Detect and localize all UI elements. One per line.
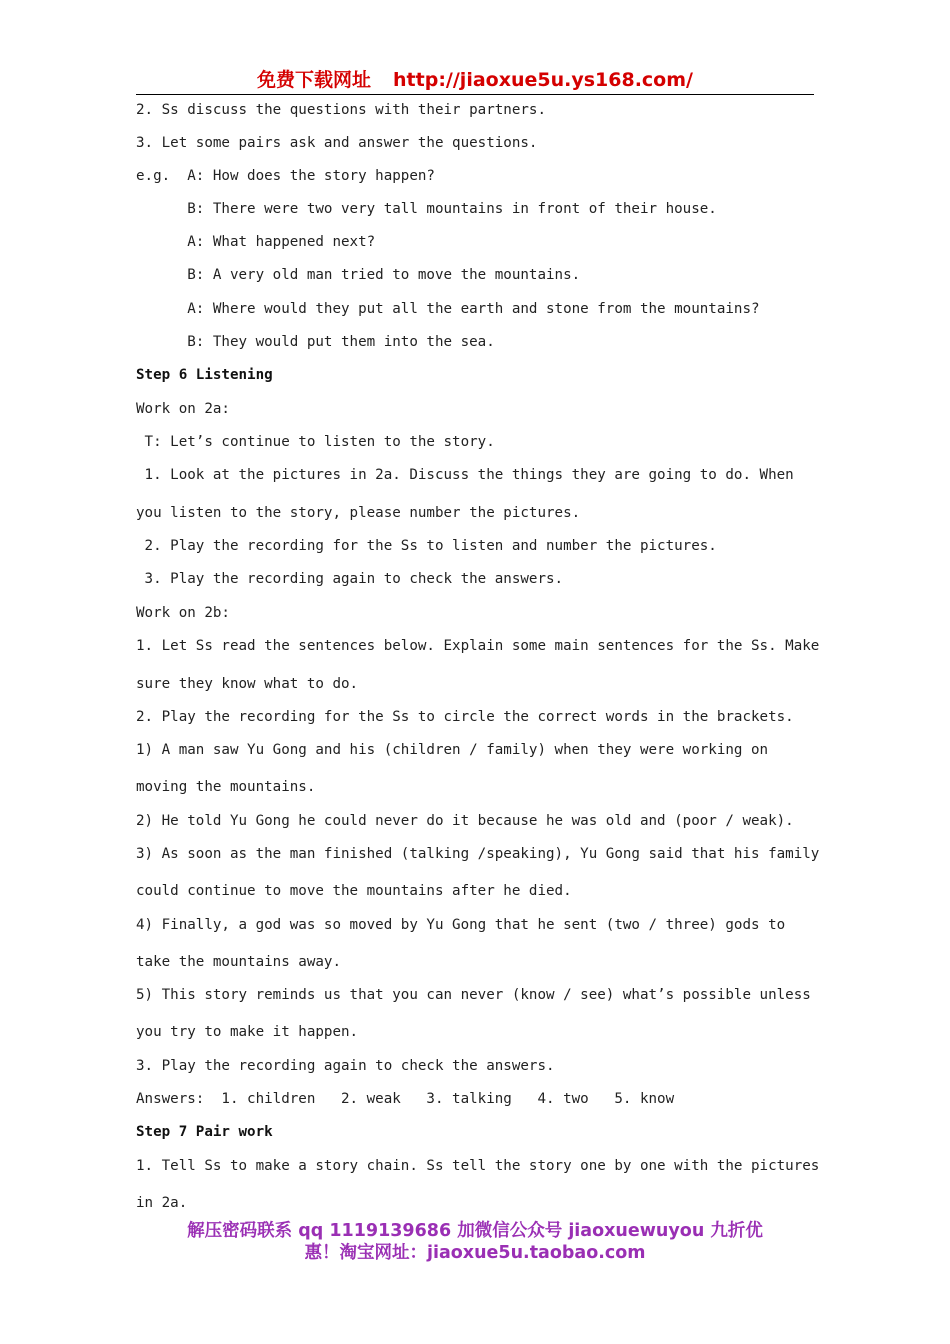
footer-line-1: 解压密码联系 qq 1119139686 加微信公众号 jiaoxuewuyou 九折优	[187, 1221, 763, 1241]
header-url-link[interactable]: http://jiaoxue5u.ys168.com/	[393, 69, 693, 91]
text-line: 2. Play the recording for the Ss to listen and number the pictures.	[136, 538, 717, 554]
text-line: B: A very old man tried to move the mountains.	[136, 267, 581, 283]
text-line: 1. Tell Ss to make a story chain. Ss tell the story one by one with the pictures	[136, 1158, 820, 1174]
text-line: e.g. A: How does the story happen?	[136, 168, 435, 184]
text-line: 2. Ss discuss the questions with their partners.	[136, 102, 546, 118]
text-line: 2) He told Yu Gong he could never do it because he was old and (poor / weak).	[136, 813, 794, 829]
section-heading: Step 7 Pair work	[136, 1124, 273, 1140]
text-line: 1. Let Ss read the sentences below. Explain some main sentences for the Ss. Make	[136, 638, 820, 654]
text-line: T: Let’s continue to listen to the story.	[136, 434, 495, 450]
text-line: 3. Play the recording again to check the answers.	[136, 571, 564, 587]
text-line: 3) As soon as the man finished (talking /speaking), Yu Gong said that his family	[136, 846, 820, 862]
text-line: moving the mountains.	[136, 779, 316, 795]
text-line: 1) A man saw Yu Gong and his (children / family) when they were working on	[136, 742, 769, 758]
text-line: Answers: 1. children 2. weak 3. talking 4. two 5. know	[136, 1091, 675, 1107]
text-line: 2. Play the recording for the Ss to circle the correct words in the brackets.	[136, 709, 794, 725]
text-line: 3. Let some pairs ask and answer the questions.	[136, 135, 538, 151]
text-line: sure they know what to do.	[136, 676, 359, 692]
text-line: you listen to the story, please number the pictures.	[136, 505, 581, 521]
header-label: 免费下载网址	[257, 69, 372, 91]
text-line: Work on 2a:	[136, 401, 230, 417]
text-line: B: They would put them into the sea.	[136, 334, 495, 350]
footer-line-2: 惠！淘宝网址：jiaoxue5u.taobao.com	[304, 1243, 646, 1263]
text-line: you try to make it happen.	[136, 1024, 359, 1040]
text-line: in 2a.	[136, 1195, 188, 1211]
text-line: 4) Finally, a god was so moved by Yu Gong that he sent (two / three) gods to	[136, 917, 786, 933]
section-heading: Step 6 Listening	[136, 367, 273, 383]
text-line: could continue to move the mountains after he died.	[136, 883, 572, 899]
text-line: A: What happened next?	[136, 234, 376, 250]
text-line: Work on 2b:	[136, 605, 230, 621]
text-line: take the mountains away.	[136, 954, 341, 970]
text-line: A: Where would they put all the earth and stone from the mountains?	[136, 301, 760, 317]
page-header	[136, 66, 814, 95]
text-line: 5) This story reminds us that you can never (know / see) what’s possible unless	[136, 987, 811, 1003]
text-line: 3. Play the recording again to check the answers.	[136, 1058, 555, 1074]
text-line: B: There were two very tall mountains in front of their house.	[136, 201, 717, 217]
text-line: 1. Look at the pictures in 2a. Discuss the things they are going to do. When	[136, 467, 794, 483]
